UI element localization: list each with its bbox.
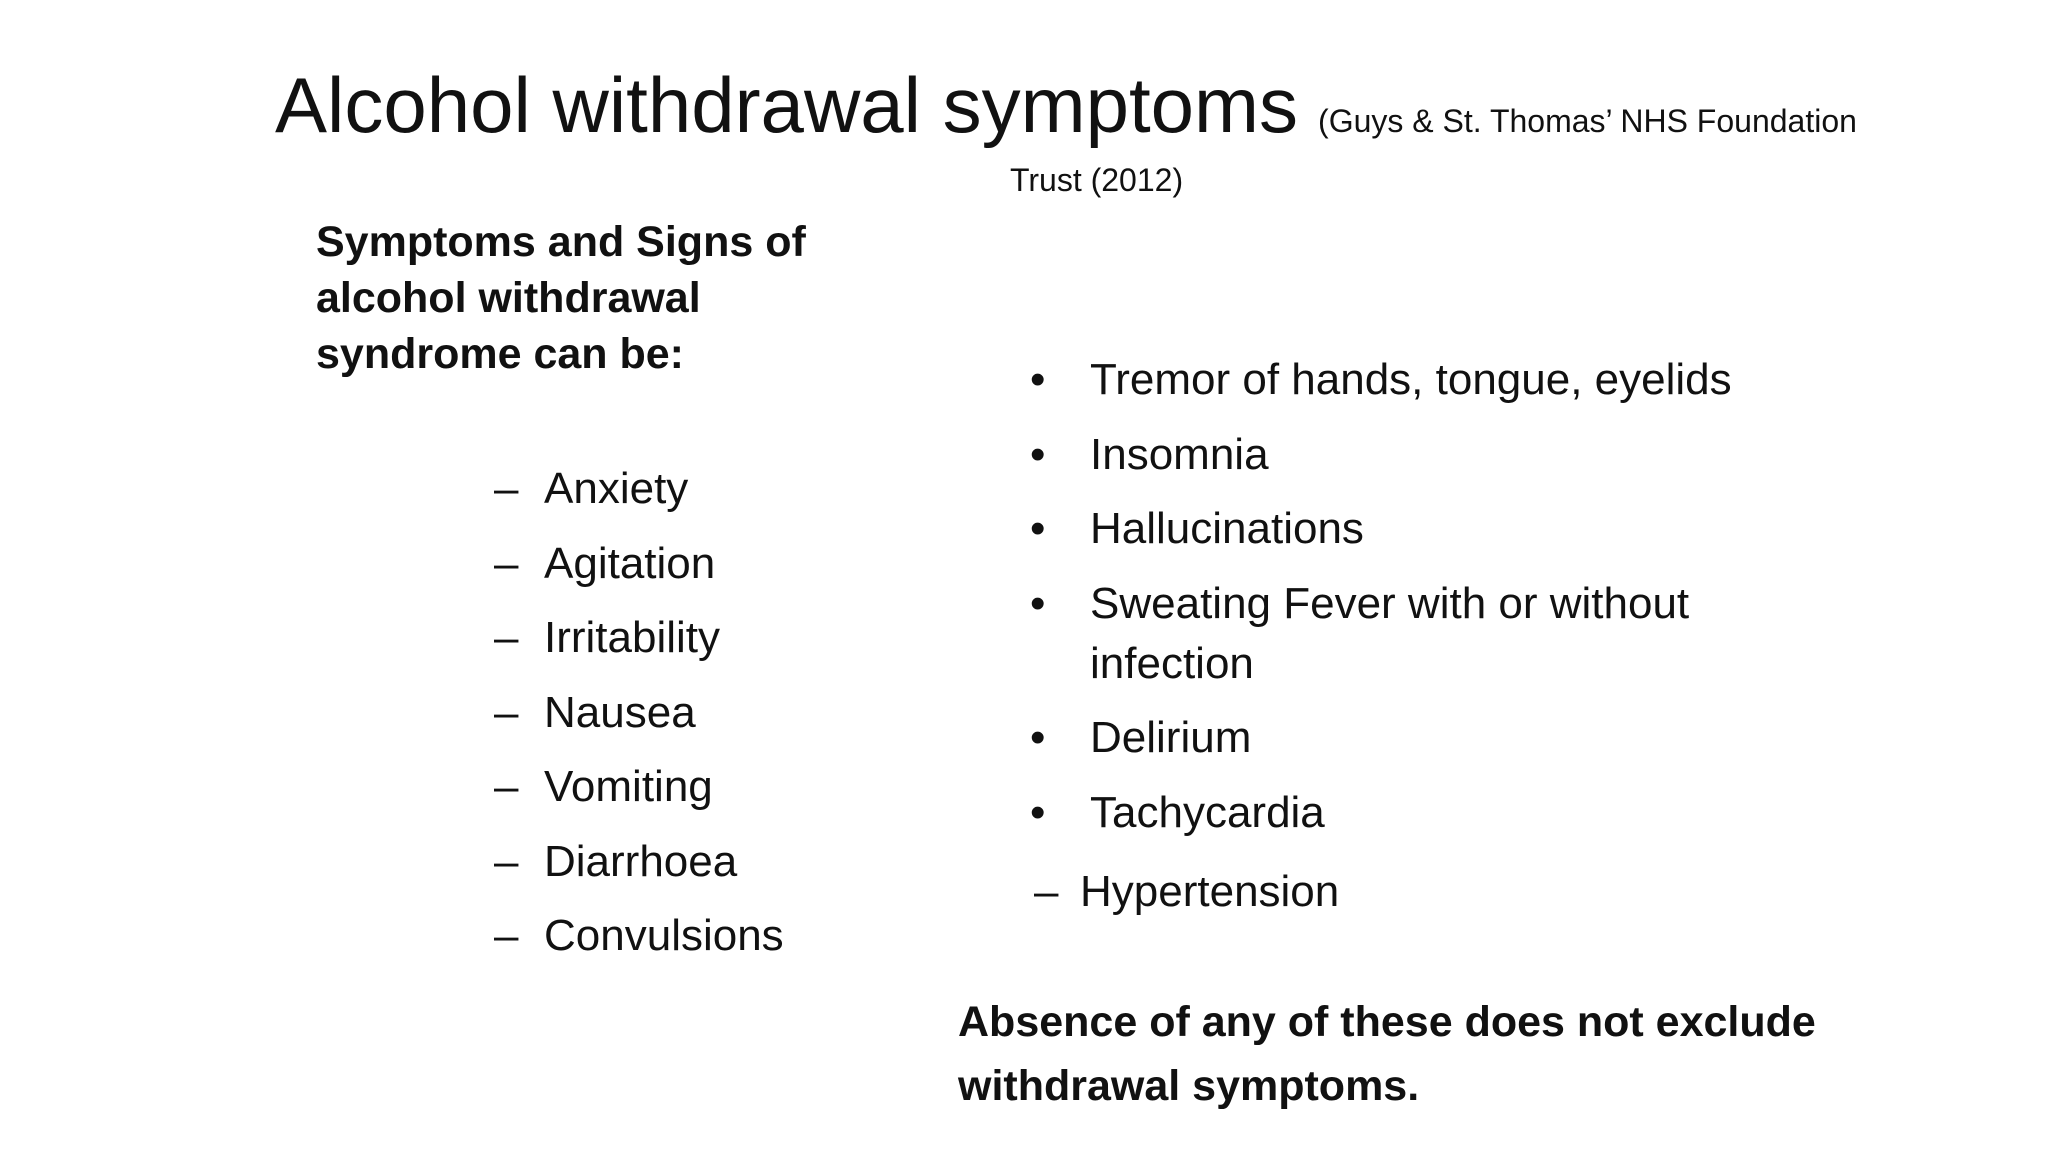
list-item [1030,783,1850,843]
list-item-label: Sweating Fever with or without infection [1090,578,1690,688]
list-item-label: Tachycardia [1090,787,1325,837]
dash-marker: – [494,687,519,737]
list-item [1030,425,1850,485]
slide-title [275,60,1857,150]
bullet-marker: • [1030,713,1046,762]
sub-list-item [1034,862,1339,922]
list-item [494,750,784,825]
bullet-marker: • [1030,787,1046,837]
list-item [494,527,784,602]
dash-marker: – [494,613,519,662]
list-item-label: Tremor of hands, tongue, eyelids [1090,355,1732,404]
dash-marker: – [494,464,519,513]
list-item-label: Agitation [544,538,716,588]
list-item-label: Irritability [544,613,721,662]
list-item-label: Anxiety [544,464,689,513]
list-item [1030,350,1850,410]
dash-marker: – [1034,867,1059,916]
title-main: Alcohol withdrawal symptoms [275,61,1299,149]
bullet-marker: • [1030,578,1046,628]
list-item-label: Hypertension [1080,867,1340,916]
intro-heading: Symptoms and Signs of alcohol withdrawal syndrome can be: [316,218,806,378]
list-item [494,899,784,974]
bullet-marker: • [1030,504,1046,553]
list-item-label: Hallucinations [1090,504,1364,553]
list-item-label: Vomiting [544,762,713,811]
list-item [494,676,784,751]
dash-marker: – [494,911,519,960]
list-item [1030,708,1850,768]
bullet-marker: • [1030,429,1046,479]
right-symptom-list [1030,350,1850,857]
footer-note: Absence of any of these does not exclude withdrawal symptoms. [958,998,1816,1110]
dash-marker: – [494,762,519,811]
title-source: (Guys & St. Thomas’ NHS Foundation [1318,103,1857,139]
list-item-label: Convulsions [544,911,784,960]
dash-marker: – [494,538,519,588]
dash-marker: – [494,836,519,886]
title-source-continued: Trust (2012) [1010,162,1184,198]
bullet-marker: • [1030,355,1046,404]
list-item [494,601,784,676]
list-item-label: Insomnia [1090,429,1269,479]
list-item [1030,499,1850,559]
list-item [494,452,784,527]
list-item-label: Nausea [544,687,696,737]
list-item [494,825,784,900]
list-item-label: Diarrhoea [544,836,738,886]
list-item [1030,574,1850,694]
list-item-label: Delirium [1090,713,1252,762]
left-symptom-list [494,452,784,974]
